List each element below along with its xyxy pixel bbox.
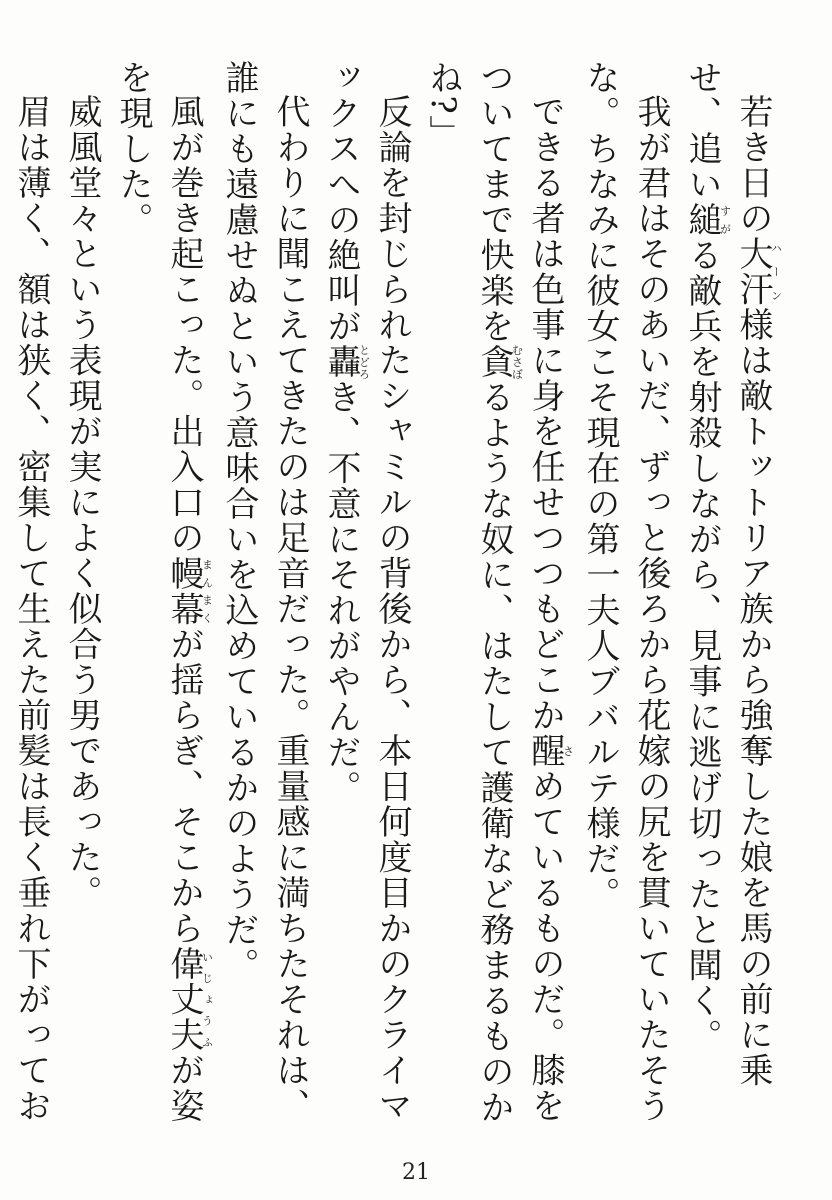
ruby-reading: いじょうふ [200, 946, 214, 1053]
text-run: めているものだ。膝をついてまで快楽を [474, 60, 565, 1124]
paragraph [574, 60, 676, 1150]
ruby-reading: むさぼ [510, 344, 524, 380]
paragraph [56, 60, 107, 1150]
ruby-reading: まんまく [200, 555, 214, 627]
text-run: 若き日の [733, 94, 773, 236]
text-run: できる者は色事に身を任せつつもどこか [525, 94, 565, 733]
text-run: る敵兵を射殺しながら、見事に逃げ切ったと聞く。 [682, 237, 722, 1054]
text-run: 我が君はそのあいだ、ずっと後ろから花嫁の尻を貫いていたそうな。ちなみに彼女こそ現在の第一夫人ブバルテ様だ。 [580, 60, 671, 1124]
ruby-reading: すが [718, 202, 732, 238]
text-run: き、不意にそれがやんだ。 [321, 379, 361, 806]
paragraph [0, 60, 56, 1150]
ruby-base: 偉丈夫 [164, 946, 204, 1053]
ruby-base: 貪 [474, 344, 514, 380]
paragraph [417, 60, 574, 1150]
ruby-base: 轟 [321, 344, 361, 380]
ruby-annotated-word [733, 236, 783, 307]
page-number: 21 [402, 1160, 430, 1185]
ruby-base: 醒 [525, 733, 565, 769]
ruby-annotated-word [525, 733, 575, 769]
paragraph [107, 60, 213, 1150]
text-run: が揺らぎ、そこから [164, 626, 204, 946]
ruby-base: 幔幕 [164, 555, 204, 627]
text-run: が姿を現した。 [113, 60, 204, 1124]
ruby-annotated-word [321, 344, 371, 380]
ruby-reading: ハーン [769, 236, 783, 307]
ruby-annotated-word [164, 555, 214, 627]
text-run: 様は敵トットリア族から強奪した娘を馬の前に乗せ、追い [682, 60, 773, 1088]
ruby-reading: とどろ [357, 344, 371, 380]
ruby-annotated-word [474, 344, 524, 380]
ruby-annotated-word [164, 946, 214, 1053]
text-run: 風が巻き起こった。出入口の [164, 94, 204, 556]
text-run: るような奴に、はたして護衛など務まるものかね?」 [423, 60, 514, 1125]
paragraph [213, 60, 315, 1150]
paragraph [315, 60, 417, 1150]
body-text-vertical [11, 60, 783, 1150]
ruby-annotated-word [682, 202, 732, 238]
text-run: 眉は薄く、額は狭く、密集して生えた前髪は長く垂れ下がってお [11, 94, 51, 1124]
text-run: 反論を封じられたシャミルの背後から、本日何度目かのクライマックスへの絶叫が [321, 60, 412, 1124]
ruby-base: 縋 [682, 202, 722, 238]
ruby-reading: さ [561, 733, 575, 769]
paragraph [676, 60, 782, 1150]
text-run: 代わりに聞こえてきたのは足音だった。重量感に満ちたそれは、誰にも遠慮せぬという意味合いを込めているかのようだ。 [219, 60, 310, 1124]
text-run: 威風堂々という表現が実によく似合う男であった。 [62, 94, 102, 911]
ruby-base: 大汗 [733, 236, 773, 307]
